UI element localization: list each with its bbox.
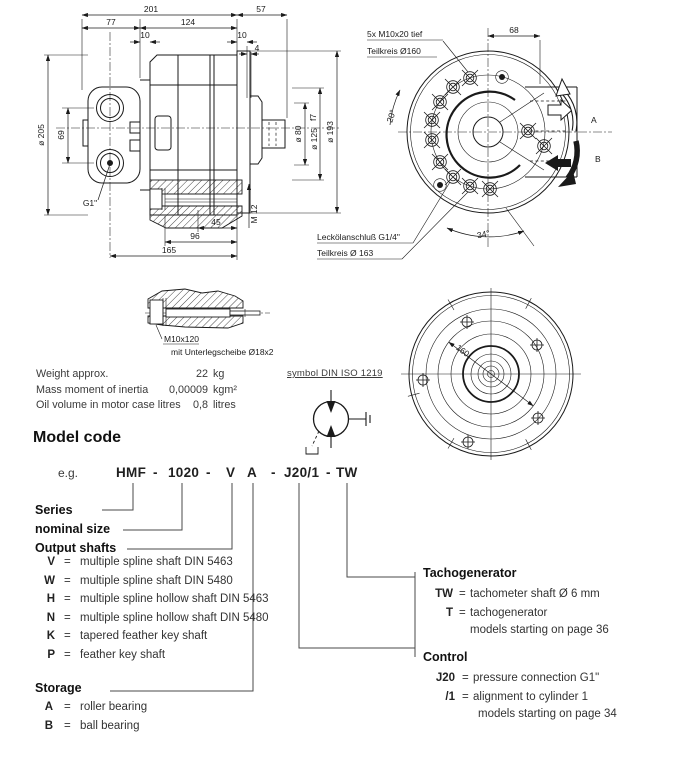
code-series: HMF — [116, 465, 147, 480]
code-dash: - — [271, 465, 276, 480]
equals-sign: = — [64, 574, 71, 587]
spec-row — [36, 399, 236, 415]
dim-57: 57 — [256, 4, 266, 14]
bolt-label-2: mit Unterlegscheibe Ø18x2 — [171, 347, 274, 357]
spec-value: 0,00009 — [168, 383, 208, 396]
symbol-flow-arrows — [327, 390, 336, 448]
equals-sign: = — [64, 611, 71, 624]
symbol-caption: symbol DIN ISO 1219 — [287, 368, 383, 379]
dim-165: 165 — [161, 245, 177, 255]
output-shaft — [250, 96, 285, 164]
front-view-drawing — [310, 0, 665, 268]
equals-sign: = — [459, 606, 466, 619]
angle-34-label: 34° — [476, 227, 491, 241]
direction-b-label: B — [595, 154, 601, 164]
code-dash: - — [326, 465, 331, 480]
item-code: W — [44, 574, 55, 587]
leak-callout-line2: Teilkreis Ø 163 — [317, 248, 374, 258]
dim-160: 160 — [454, 342, 472, 359]
code-control: J20/1 — [284, 465, 320, 480]
code-size: 1020 — [168, 465, 200, 480]
spec-value: 22 — [195, 368, 208, 380]
bolt-section-drawing — [140, 283, 285, 363]
spec-label: Weight approx. — [36, 368, 109, 380]
dim-4: 4 — [254, 43, 260, 53]
example-label: e.g. — [58, 466, 79, 480]
item-desc: alignment to cylinder 1 — [473, 690, 589, 703]
rear-view-drawing — [395, 282, 590, 462]
item-desc: roller bearing — [80, 701, 148, 713]
item-code: P — [47, 648, 55, 661]
symbol-shaft — [349, 412, 371, 426]
connector-nominal-size — [123, 483, 182, 530]
equals-sign: = — [64, 593, 71, 606]
item-code: TW — [435, 588, 453, 600]
hydraulic-symbol — [292, 386, 382, 458]
item-code: J20 — [435, 672, 455, 684]
control-note: models starting on page 34 — [478, 708, 617, 720]
equals-sign: = — [462, 672, 469, 684]
code-dash: - — [206, 465, 211, 480]
item-code: A — [44, 701, 53, 713]
spec-row — [36, 368, 225, 384]
spec-unit: kgm² — [213, 383, 237, 396]
flow-arrow-in-icon — [545, 155, 571, 171]
code-shaft: V — [226, 465, 236, 480]
item-desc: tachogenerator — [470, 606, 548, 619]
connector-tachogenerator — [347, 483, 415, 577]
dim-68: 68 — [509, 25, 519, 35]
control-heading: Control — [423, 650, 468, 664]
item-code: K — [46, 630, 55, 643]
dim-77: 77 — [106, 17, 116, 27]
equals-sign: = — [64, 701, 71, 713]
connector-series — [102, 483, 133, 510]
item-code: N — [46, 611, 55, 624]
code-storage: A — [247, 465, 258, 480]
connector-control — [299, 483, 415, 648]
dim-45: 45 — [211, 217, 221, 227]
bolt-label-1: M10x120 — [164, 334, 199, 344]
item-desc: tachometer shaft Ø 6 mm — [470, 588, 600, 600]
series-label: Series — [35, 503, 73, 517]
dim-dia80: ø 80 — [293, 125, 303, 143]
spec-label: Mass moment of inertia — [36, 383, 149, 396]
spec-row — [36, 383, 237, 400]
equals-sign: = — [64, 630, 71, 643]
bolt-callout-line2: Teilkreis Ø160 — [367, 46, 421, 56]
code-dash: - — [153, 465, 158, 480]
item-desc: feather key shaft — [80, 648, 166, 661]
item-desc: multiple spline shaft DIN 5480 — [80, 574, 233, 587]
connector-output-shafts — [127, 483, 232, 549]
spec-value: 0,8 — [192, 399, 208, 412]
spec-unit: kg — [213, 368, 225, 380]
angle-20-label: 20° — [384, 108, 398, 124]
storage-heading: Storage — [35, 681, 82, 695]
dim-10a: 10 — [140, 30, 150, 40]
dim-69: 69 — [56, 130, 66, 140]
port-block — [83, 80, 150, 190]
code-tacho: TW — [336, 465, 358, 480]
dim-dia125-tolerance: f7 — [308, 113, 318, 121]
section-hatch — [150, 180, 242, 228]
dim-201: 201 — [143, 4, 159, 14]
item-desc: multiple spline hollow shaft DIN 5480 — [80, 611, 269, 624]
item-desc: pressure connection G1" — [473, 672, 600, 684]
nominal-size-label: nominal size — [35, 522, 111, 536]
item-desc: tapered feather key shaft — [80, 630, 208, 643]
specs-table — [36, 368, 237, 415]
symbol-drain-line — [306, 431, 319, 454]
dim-dia193: ø 193 — [325, 121, 335, 143]
item-code: T — [445, 606, 453, 619]
item-desc: ball bearing — [80, 719, 140, 732]
spec-unit: litres — [213, 399, 236, 412]
item-code: /1 — [445, 690, 455, 703]
spec-label: Oil volume in motor case litres — [36, 399, 181, 412]
equals-sign: = — [64, 556, 71, 568]
tachogenerator-note: models starting on page 36 — [470, 624, 609, 636]
dim-96: 96 — [190, 231, 200, 241]
dim-m12: M 12 — [249, 204, 259, 224]
model-code-heading: Model code — [33, 429, 122, 446]
leak-callout-line1: Leckölanschluß G1/4" — [317, 232, 400, 242]
equals-sign: = — [64, 719, 71, 732]
item-code: B — [44, 719, 53, 732]
direction-a-label: A — [591, 115, 597, 125]
item-desc: multiple spline shaft DIN 5463 — [80, 556, 233, 568]
angle-34-ext — [506, 208, 534, 246]
equals-sign: = — [459, 588, 466, 600]
item-code: V — [47, 556, 55, 568]
bolt-callout — [367, 29, 468, 72]
equals-sign: = — [462, 690, 469, 703]
item-desc: multiple spline hollow shaft DIN 5463 — [80, 593, 269, 606]
bolt-callout-line1: 5x M10x20 tief — [367, 29, 423, 39]
dim-dia205: ø 205 — [36, 124, 46, 146]
tachogenerator-heading: Tachogenerator — [423, 566, 517, 580]
dim-dia125: ø 125 — [309, 128, 319, 150]
dim-10b: 10 — [237, 30, 247, 40]
item-code: H — [46, 593, 55, 606]
equals-sign: = — [64, 648, 71, 661]
dim-124: 124 — [180, 17, 196, 27]
output-shafts-heading: Output shafts — [35, 541, 117, 555]
leak-port-callout — [317, 182, 468, 259]
port-g1-label: G1" — [82, 198, 98, 208]
